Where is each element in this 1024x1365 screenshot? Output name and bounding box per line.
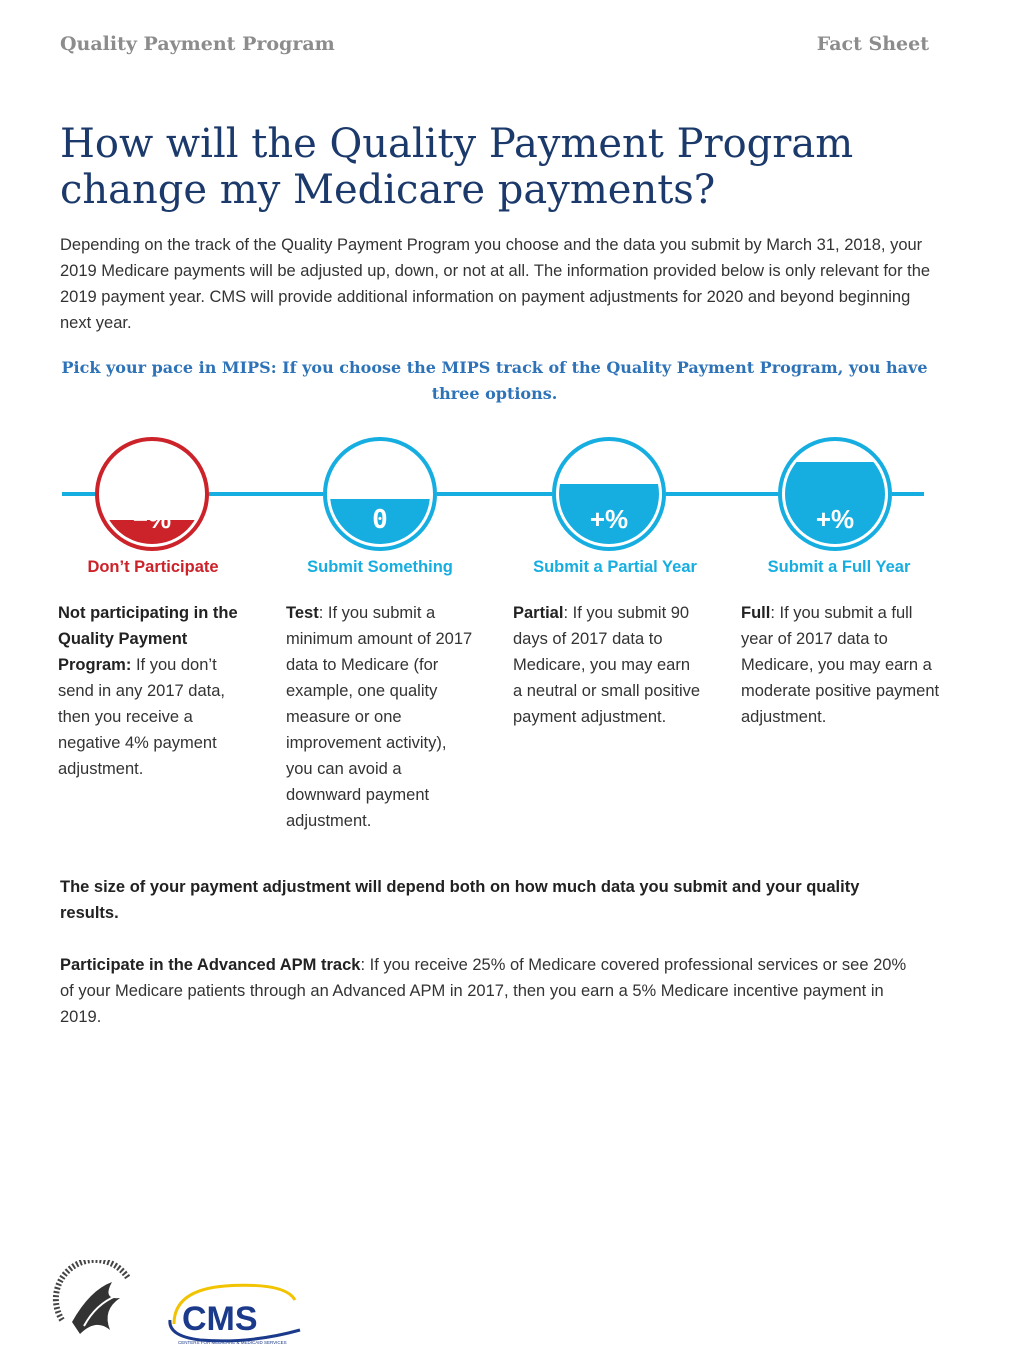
option-lead: Not participating in the Quality Payment Program: — [58, 604, 238, 674]
gauge-symbol: +% — [815, 504, 855, 534]
payment-size-note — [60, 874, 920, 926]
option-description-submit-something — [286, 600, 476, 834]
cms-wordmark: CMS — [182, 1300, 258, 1338]
program-name: Quality Payment Program — [60, 33, 335, 55]
option-description-dont-participate — [58, 600, 248, 782]
hhs-seal-logo — [56, 1260, 140, 1352]
option-label-partial-year: Submit a Partial Year — [533, 558, 697, 576]
gauge-partial-year — [552, 437, 666, 551]
gauge-symbol: −% — [132, 504, 172, 534]
advanced-apm-body: : If you receive 25% of Medicare covered professional services or see 20% of your Medicare patients through an Advanced APM in 2017, then you earn a 5% Medicare incentive payment in 2019. — [60, 956, 907, 1026]
option-body: : If you submit a minimum amount of 2017 data to Medicare (for example, one quality measure or one improvement activity), you can avoid a downward payment adjustment. — [286, 604, 473, 830]
intro-paragraph: Depending on the track of the Quality Payment Program you choose and the data you submit by March 31, 2018, your 2019 Medicare payments will be adjusted up, down, or not at all. The information provided below is only relevant for the 2019 payment year. CMS will provide additional information on payment adjustments for 2020 and beyond beginning next year. — [60, 236, 931, 332]
option-label-full-year: Submit a Full Year — [767, 558, 911, 576]
payment-gauges-graphic — [0, 430, 1024, 560]
advanced-apm-paragraph — [60, 952, 920, 1030]
option-lead: Test — [286, 604, 319, 622]
page-title: How will the Quality Payment Program change my Medicare payments? — [60, 121, 854, 213]
option-description-partial-year — [513, 600, 703, 730]
gauge-symbol: 0 — [372, 505, 388, 535]
option-lead: Partial — [513, 604, 564, 622]
cms-tagline: CENTERS FOR MEDICARE & MEDICAID SERVICES — [178, 1340, 287, 1345]
payment-size-text: The size of your payment adjustment will depend both on how much data you submit and your quality results. — [60, 878, 860, 922]
page-header — [60, 33, 929, 61]
option-label-submit-something: Submit Something — [307, 558, 453, 576]
agency-logos — [50, 1260, 320, 1360]
gauge-submit-something — [323, 437, 437, 551]
gauge-dont-participate — [95, 437, 209, 551]
gauge-full-year — [778, 437, 892, 551]
option-body: : If you submit a full year of 2017 data to Medicare, you may earn a moderate positive payment adjustment. — [741, 604, 940, 726]
gauge-symbol: +% — [589, 504, 629, 534]
option-body: If you don’t send in any 2017 data, then you receive a negative 4% payment adjustment. — [58, 656, 225, 778]
option-body: : If you submit 90 days of 2017 data to Medicare, you may earn a neutral or small positive payment adjustment. — [513, 604, 701, 726]
advanced-apm-lead: Participate in the Advanced APM track — [60, 956, 361, 974]
cms-logo — [170, 1285, 300, 1345]
option-description-full-year — [741, 600, 941, 730]
pick-your-pace-subheading: Pick your pace in MIPS: If you choose the MIPS track of the Quality Payment Program, you have three options. — [61, 358, 928, 403]
document-type: Fact Sheet — [816, 33, 929, 55]
option-label-dont-participate: Don’t Participate — [87, 558, 219, 576]
option-lead: Full — [741, 604, 771, 622]
